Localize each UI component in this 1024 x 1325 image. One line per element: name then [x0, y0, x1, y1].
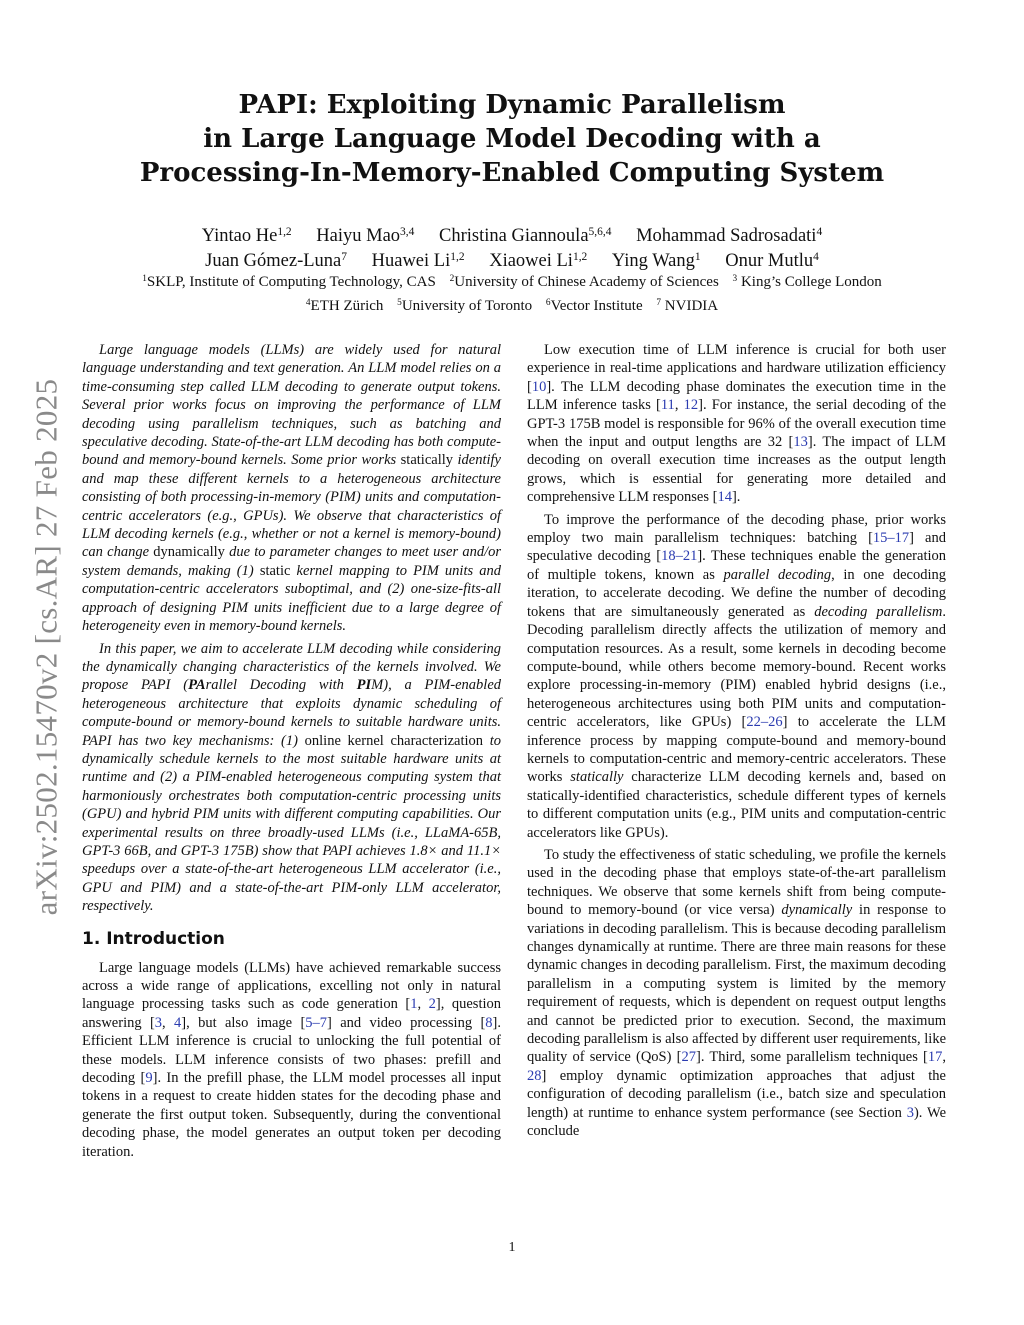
abstract-paragraph: Large language models (LLMs) are widely used for natural language understanding and text generation. An LLM model relies on a time-consuming step called LLM decoding to generate output tokens. Several prior works focus on improving the performance of LLM decoding using parallelism techniques, such as batching and speculative decoding. State-of-the-art LLM decoding has both compute-bound and memory-bound kernels. Some prior works statically identify and map these different kernels to a heterogeneous architecture consisting of both processing-in-memory (PIM) units and computation-centric accelerators (e.g., GPUs). We observe that characteristics of LLM decoding kernels (e.g., whether or not a kernel is memory-bound) can change dynamically due to parameter changes to meet user and/or system demands, making (1) static kernel mapping to PIM units and computation-centric accelerators suboptimal, and (2) one-size-fits-all approach of designing PIM units inefficient due to a large degree of heterogeneity even in memory-bound kernels.	[82, 342, 501, 635]
affiliation: $^5$University of Toronto	[397, 297, 533, 314]
abstract-paragraph: In this paper, we aim to accelerate LLM decoding while considering the dynamically changing characteristics of the kernels involved. We propose PAPI (PArallel Decoding with PIM), a PIM-enabled heterogeneous architecture that exploits dynamic scheduling of compute-bound or memory-bound kernels to suitable hardware units. PAPI has two key mechanisms: (1) online kernel characterization to dynamically schedule kernels to the most suitable hardware units at runtime and (2) a PIM-enabled heterogeneous computing system that harmoniously orchestrates both computation-centric processing units (GPU) and hybrid PIM units with different computing capabilities. Our experimental results on three broadly-used LLMs (i.e., LLaMA-65B, GPT-3 66B, and GPT-3 175B) show that PAPI achieves 1.8× and 11.1× speedups over a state-of-the-art heterogeneous LLM accelerator (i.e., GPU and PIM) and a state-of-the-art PIM-only LLM accelerator, respectively.	[82, 640, 502, 915]
title-line: PAPI: Exploiting Dynamic Parallelism	[238, 90, 786, 120]
author: Ying Wang$^1$	[611, 250, 701, 271]
section-heading: 1. Introduction	[82, 928, 225, 949]
title-line: Processing-In-Memory-Enabled Computing System	[139, 158, 885, 188]
citation-link[interactable]: 12	[683, 397, 699, 414]
page-number: 1	[508, 1240, 516, 1255]
author: Mohammad Sadrosadati$^4$	[636, 225, 823, 246]
abstract	[82, 341, 501, 916]
citation-link[interactable]: 2	[428, 996, 436, 1013]
section-link[interactable]: 3	[906, 1104, 914, 1121]
affiliation: $^4$ETH Zürich	[305, 297, 384, 314]
title-line: in Large Language Model Decoding with a	[203, 124, 821, 154]
affiliation: $^1$SKLP, Institute of Computing Technology, CAS	[142, 273, 436, 290]
affiliation-row	[90, 271, 934, 295]
arxiv-stamp	[28, 352, 64, 942]
author: Onur Mutlu$^4$	[725, 250, 819, 271]
arxiv-identifier[interactable]: arXiv:2502.15470v2 [cs.AR] 27 Feb 2025	[28, 378, 64, 916]
citation-link[interactable]: 18–21	[661, 548, 698, 565]
citation-link[interactable]: 3	[154, 1014, 163, 1031]
citation-link[interactable]: 17	[927, 1049, 943, 1066]
citation-link[interactable]: 22–26	[746, 714, 783, 731]
author: Haiyu Mao$^{3,4}$	[316, 225, 415, 246]
left-column	[82, 341, 501, 1161]
citation-link[interactable]: 5–7	[305, 1014, 328, 1031]
body-paragraph: Low execution time of LLM inference is crucial for both user experience in real-time applications and hardware utilization efficiency [10]. The LLM decoding phase dominates the execution time in the LLM inference tasks [11, 12]. For instance, the serial decoding of the GPT-3 175B model is responsible for 96% of the overall execution time when the input and output lengths are 32 [13]. The impact of LLM decoding on overall execution time increases as the output length grows, which is essential for generating more detailed and comprehensive LLM responses [14].	[527, 342, 946, 506]
affiliation: $^3$ King’s College London	[732, 273, 882, 290]
citation-link[interactable]: 9	[145, 1070, 153, 1087]
citation-link[interactable]: 10	[531, 378, 547, 395]
citation-link[interactable]: 1	[410, 996, 418, 1013]
body-paragraph: To improve the performance of the decoding phase, prior works employ two main parallelism techniques: batching [15–17] and speculative decoding [18–21]. These techniques enable the generation of multiple tokens, known as parallel decoding, in one decoding iteration, to accelerate decoding. We define the number of decoding tokens that are simultaneously generated as decoding parallelism. Decoding parallelism directly affects the utilization of memory and computation resources. As a result, some kernels in decoding become compute-bound, while others become memory-bound. Recent works explore processing-in-memory (PIM) enabled hybrid designs (i.e., heterogeneous architectures using both PIM units and computation-centric accelerators, like GPUs) [22–26] to accelerate the LLM inference process by mapping compute-bound and memory-bound kernels to computation-centric and memory-centric accelerators. These works statically characterize LLM decoding kernels and, based on statically-identified characteristics, schedule different types of kernels to different computation units (e.g., PIM units and computation-centric accelerators like GPUs).	[527, 511, 946, 841]
citation-link[interactable]: 28	[527, 1067, 542, 1084]
citation-link[interactable]: 27	[681, 1049, 696, 1066]
affiliation-list	[90, 271, 934, 319]
author: Christina Giannoula$^{5,6,4}$	[439, 225, 612, 246]
affiliation: $^7$ NVIDIA	[656, 297, 719, 314]
body-paragraph: To study the effectiveness of static scheduling, we profile the kernels used in the decoding phase that employs state-of-the-art parallelism techniques. We observe that some kernels shift from being compute-bound to memory-bound (or vice versa) dynamically in response to variations in decoding parallelism. This is because decoding parallelism changes dynamically at runtime. There are three main reasons for these dynamic changes in decoding parallelism. First, the maximum decoding parallelism in a computing system is limited by the memory requirement of requests, which is dependent on request output lengths and cannot be predicted prior to execution. Second, the maximum decoding parallelism is also affected by different user requirements, like quality of service (QoS) [27]. Third, some parallelism techniques [17, 28] employ dynamic optimization approaches that adjust the configuration of decoding parallelism (i.e., batch size and speculation length) at runtime to enhance system performance (see Section 3). We conclude	[527, 846, 947, 1140]
author-list	[100, 225, 924, 275]
author: Yintao He$^{1,2}$	[201, 225, 292, 246]
right-column	[527, 341, 946, 1140]
paper-title	[112, 88, 912, 190]
author: Juan Gómez-Luna$^7$	[205, 250, 347, 271]
citation-link[interactable]: 14	[717, 489, 732, 506]
affiliation: $^6$Vector Institute	[545, 297, 643, 314]
affiliation: $^2$University of Chinese Academy of Sciences	[449, 273, 719, 290]
author: Huawei Li$^{1,2}$	[371, 250, 465, 271]
affiliation-row	[90, 295, 934, 319]
body-paragraph: Large language models (LLMs) have achieved remarkable success across a wide range of applications, excelling not only in natural language processing tasks such as code generation [1, 2], question answering [3, 4], but also image [5–7] and video processing [8]. Efficient LLM inference is crucial to unlocking the full potential of these models. LLM inference consists of two phases: prefill and decoding [9]. In the prefill phase, the LLM model processes all input tokens in a request to create hidden states for the decoding phase and generate the first output token. Subsequently, during the conventional decoding phase, the model generates an output token per decoding iteration.	[82, 959, 502, 1160]
citation-link[interactable]: 15–17	[872, 530, 910, 547]
citation-link[interactable]: 13	[793, 434, 808, 451]
author: Xiaowei Li$^{1,2}$	[489, 250, 588, 271]
citation-link[interactable]: 8	[485, 1014, 493, 1031]
author-row	[100, 225, 924, 250]
citation-link[interactable]: 4	[174, 1014, 182, 1031]
citation-link[interactable]: 11	[660, 397, 675, 414]
